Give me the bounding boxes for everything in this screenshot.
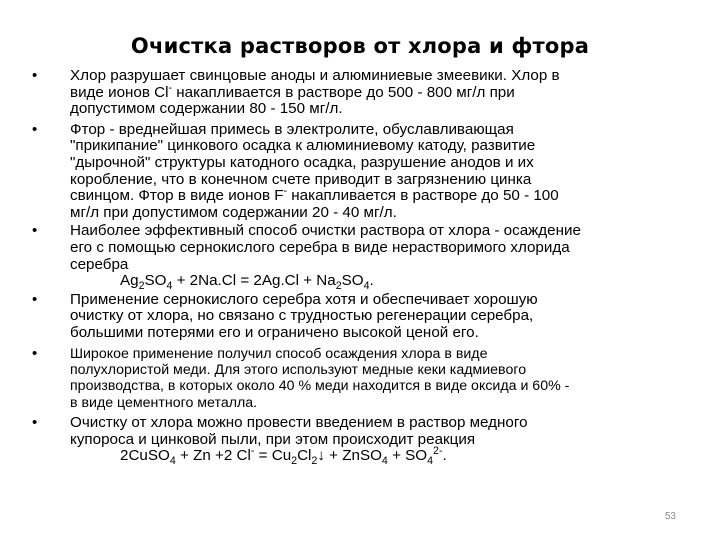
item-line: Очистку от хлора можно провести введением в раствор медного (70, 414, 528, 432)
item-line: серебра (70, 255, 129, 273)
slide-body (30, 67, 690, 468)
item-line: мг/л при допустимом содержании 20 - 40 мг/л. (70, 203, 397, 221)
bullet-icon: • (32, 414, 38, 432)
list-item-fluorine (30, 122, 690, 222)
item-line (70, 185, 690, 205)
item-line: Широкое применение получил способ осаждения хлора в виде (70, 345, 488, 362)
item-line: Наиболее эффективный способ очистки раствора от хлора - осаждение (70, 222, 581, 240)
bullet-icon: • (32, 290, 38, 308)
page-number: 53 (664, 511, 676, 522)
item-line: "дырочной" структуры катодного осадка, разрушение анодов и их (70, 153, 534, 171)
item-line: Применение сернокислого серебра хотя и обеспечивает хорошую (70, 290, 538, 308)
item-text: свинцом. Фтор в виде ионов F (70, 187, 284, 205)
item-line: допустимом содержании 80 - 150 мг/л. (70, 100, 343, 118)
slide-title: Очистка растворов от хлора и фтора (130, 34, 590, 58)
list-item-copper-chloride (30, 346, 690, 412)
list-item-copper-sulfate-zinc (30, 414, 690, 468)
item-line (70, 81, 690, 102)
item-line: купороса и цинковой пыли, при этом происходит реакция (70, 430, 476, 448)
list-item-chlorine-damage (30, 68, 690, 118)
bullet-icon: • (32, 222, 38, 240)
item-line: производства, в которых около 40 % меди находится в виде оксида и 60% - (70, 378, 570, 395)
item-line: его с помощью сернокислого серебра в виде нерастворимого хлорида (70, 238, 570, 256)
item-line: Фтор - вреднейшая примесь в электролите, обуславливающая (70, 120, 514, 138)
item-line: "прикипание" цинкового осадка к алюминиевому катоду, развитие (70, 137, 536, 155)
item-text: накапливается в растворе до 50 - 100 (287, 187, 559, 205)
bullet-icon: • (32, 344, 38, 362)
bullet-icon: • (32, 120, 38, 138)
item-text: накапливается в растворе до 500 - 800 мг/л при (172, 83, 515, 101)
item-line: очистку от хлора, но связано с трудностью регенерации серебра, (70, 307, 534, 325)
superscript: - (283, 185, 288, 198)
bullet-icon: • (32, 67, 38, 84)
list-item-silver-sulfate (30, 222, 690, 293)
item-line: полухлористой меди. Для этого используют медные кеки кадмиевого (70, 361, 527, 378)
list-item-silver-drawbacks (30, 292, 690, 342)
item-line: большими потерями его и ограничено высокой ценой его. (70, 323, 479, 341)
reaction-formula-silver: $Ag_2SO_4 + 2Na.Cl = 2Ag.Cl + Na_2SO_4$. (120, 272, 374, 293)
item-line: Хлор разрушает свинцовые аноды и алюминиевые змеевики. Хлор в (70, 67, 560, 84)
item-line: в виде цементного металла. (70, 394, 258, 411)
superscript: - (168, 81, 173, 94)
reaction-formula-copper: 2CuSO$_4$ + Zn +2 $Cl^- = Cu_2Cl_2↓$ + ZnSO$_4$ + $SO_4^{2-}$. (120, 445, 447, 468)
item-text: виде ионов Cl (70, 83, 169, 101)
item-line: коробление, что в конечном счете приводит в загрязнению цинка (70, 170, 532, 188)
down-arrow-icon: ↓ (317, 447, 325, 465)
